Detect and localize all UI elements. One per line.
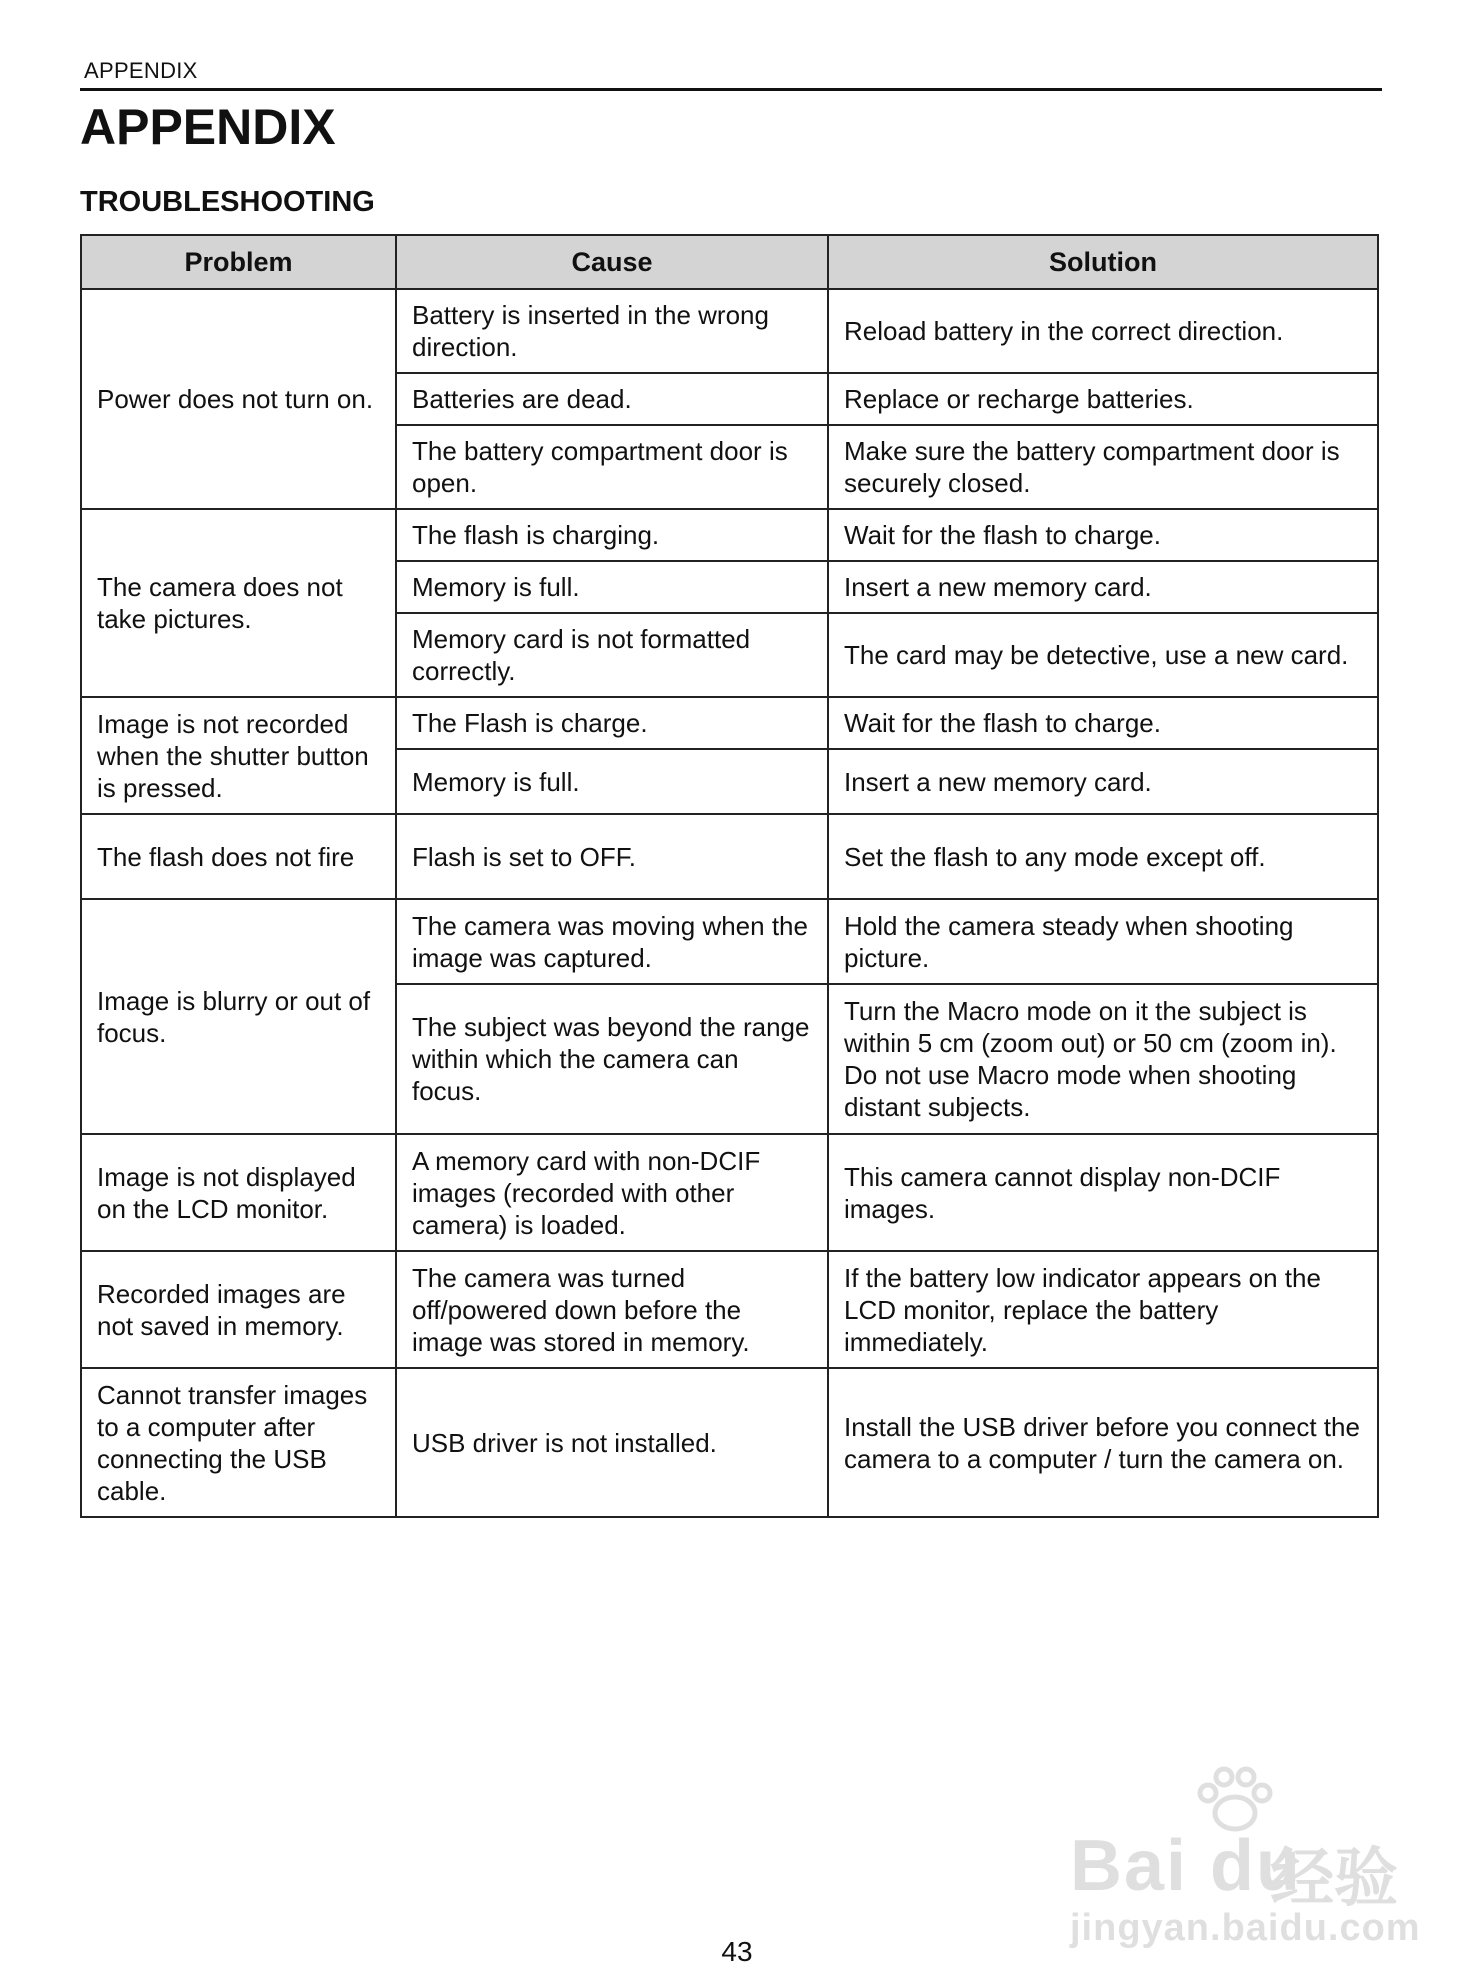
table-row (81, 1134, 1378, 1251)
solution-cell: Set the flash to any mode except off. (828, 814, 1378, 899)
troubleshooting-table (80, 234, 1379, 1518)
solution-cell: Insert a new memory card. (828, 749, 1378, 814)
cause-cell: USB driver is not installed. (396, 1368, 828, 1517)
table-row (81, 899, 1378, 984)
cause-cell: Flash is set to OFF. (396, 814, 828, 899)
solution-cell: Wait for the flash to charge. (828, 509, 1378, 561)
problem-cell: The camera does not take pictures. (81, 509, 396, 697)
watermark-logo-text: Bai du (1070, 1826, 1303, 1906)
cause-cell: Memory is full. (396, 561, 828, 613)
page-title: APPENDIX (80, 99, 336, 155)
cause-cell: Memory is full. (396, 749, 828, 814)
table-row (81, 814, 1378, 899)
paw-icon (1190, 1765, 1280, 1835)
cause-cell: Memory card is not formatted correctly. (396, 613, 828, 697)
cause-cell: The battery compartment door is open. (396, 425, 828, 509)
problem-cell: Recorded images are not saved in memory. (81, 1251, 396, 1368)
table-row (81, 289, 1378, 373)
problem-cell: Image is not displayed on the LCD monitor. (81, 1134, 396, 1251)
watermark-cn-text: 经验 (1270, 1842, 1398, 1914)
solution-cell: If the battery low indicator appears on the LCD monitor, replace the battery immediately. (828, 1251, 1378, 1368)
problem-cell: Power does not turn on. (81, 289, 396, 509)
cause-cell: The Flash is charge. (396, 697, 828, 749)
table-header-row (81, 235, 1378, 289)
solution-cell: This camera cannot display non-DCIF images. (828, 1134, 1378, 1251)
solution-cell: Wait for the flash to charge. (828, 697, 1378, 749)
problem-cell: The flash does not fire (81, 814, 396, 899)
running-header: APPENDIX (84, 58, 198, 83)
solution-cell: Replace or recharge batteries. (828, 373, 1378, 425)
header-problem: Problem (81, 235, 396, 289)
problem-cell: Image is blurry or out of focus. (81, 899, 396, 1134)
header-solution: Solution (828, 235, 1378, 289)
table-row (81, 1368, 1378, 1517)
problem-cell: Image is not recorded when the shutter button is pressed. (81, 697, 396, 814)
baidu-watermark (1060, 1765, 1421, 1955)
cause-cell: Batteries are dead. (396, 373, 828, 425)
cause-cell: Battery is inserted in the wrong direction. (396, 289, 828, 373)
solution-cell: Insert a new memory card. (828, 561, 1378, 613)
solution-cell: Turn the Macro mode on it the subject is within 5 cm (zoom out) or 50 cm (zoom in). Do not use Macro mode when shooting distant subjects. (828, 984, 1378, 1134)
solution-cell: Hold the camera steady when shooting picture. (828, 899, 1378, 984)
cause-cell: A memory card with non-DCIF images (recorded with other camera) is loaded. (396, 1134, 828, 1251)
cause-cell: The flash is charging. (396, 509, 828, 561)
header-cause: Cause (396, 235, 828, 289)
cause-cell: The subject was beyond the range within which the camera can focus. (396, 984, 828, 1134)
table-row (81, 509, 1378, 561)
page-number: 43 (721, 1936, 753, 1967)
problem-cell: Cannot transfer images to a computer after connecting the USB cable. (81, 1368, 396, 1517)
table-row (81, 697, 1378, 749)
section-title: TROUBLESHOOTING (80, 186, 375, 218)
cause-cell: The camera was turned off/powered down before the image was stored in memory. (396, 1251, 828, 1368)
table-row (81, 1251, 1378, 1368)
header-rule (80, 88, 1382, 91)
solution-cell: Reload battery in the correct direction. (828, 289, 1378, 373)
solution-cell: Install the USB driver before you connect the camera to a computer / turn the camera on. (828, 1368, 1378, 1517)
solution-cell: Make sure the battery compartment door is securely closed. (828, 425, 1378, 509)
watermark-url: jingyan.baidu.com (1070, 1907, 1421, 1949)
cause-cell: The camera was moving when the image was captured. (396, 899, 828, 984)
solution-cell: The card may be detective, use a new card. (828, 613, 1378, 697)
